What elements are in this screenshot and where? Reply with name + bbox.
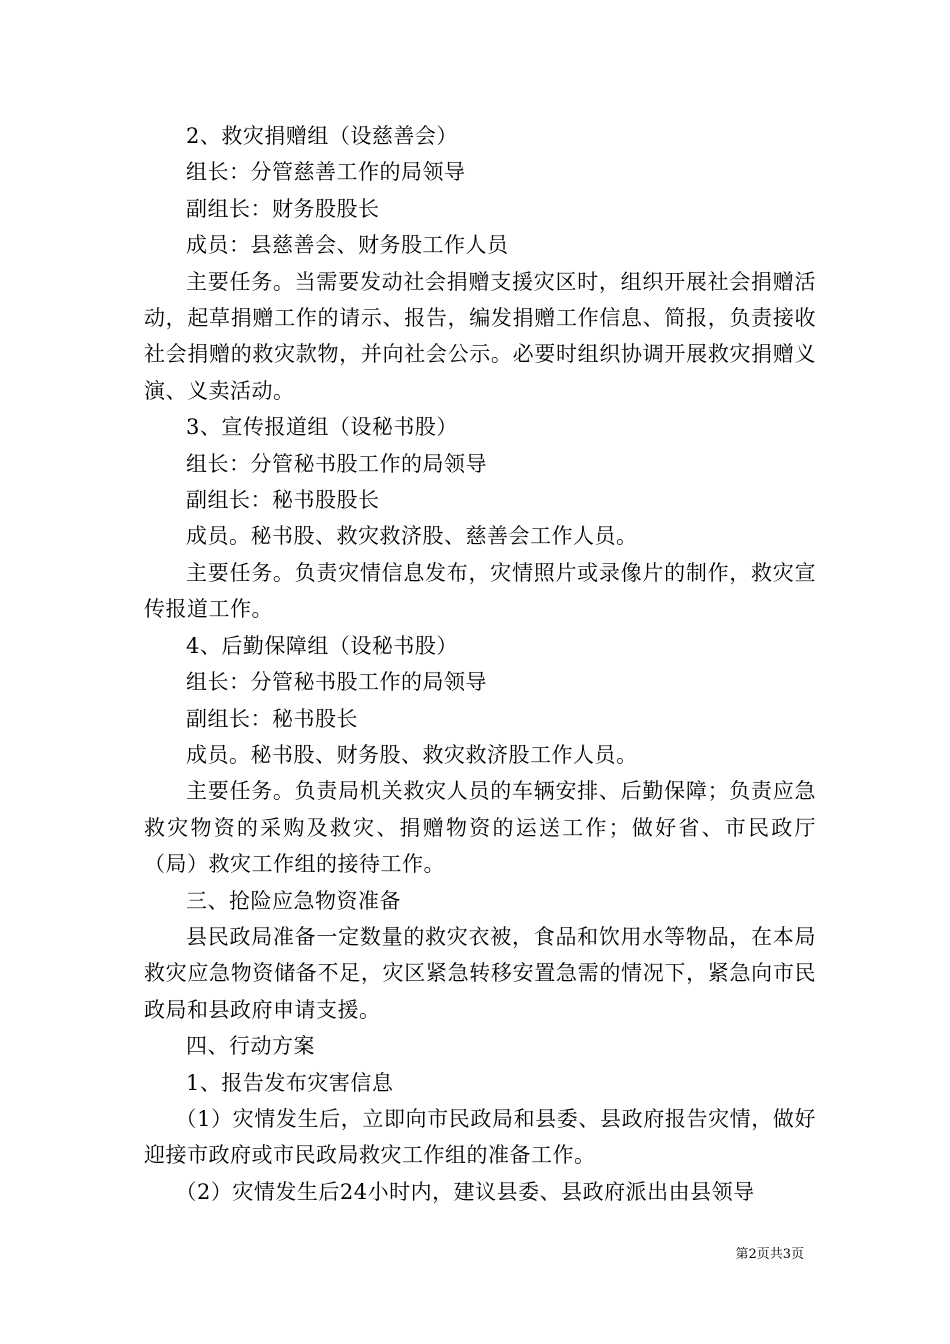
paragraph: 成员。秘书股、财务股、救灾救济股工作人员。 [186,742,638,767]
paragraph: （1）灾情发生后，立即向市民政局和县委、县政府报告灾情，做好迎接市政府或市民政局救灾工作组的准备工作。 [144,1106,816,1168]
section-heading-donation-group: 2、救灾捐赠组（设慈善会） [186,124,458,148]
section-heading-logistics-group: 4、后勤保障组（设秘书股） [186,633,458,658]
section-heading-action-plan: 四、行动方案 [186,1034,315,1059]
paragraph: 组长：分管秘书股工作的局领导 [186,451,487,476]
paragraph: 成员。秘书股、救灾救济股、慈善会工作人员。 [186,524,638,549]
paragraph: 成员：县慈善会、财务股工作人员 [186,233,509,258]
paragraph: 主要任务。当需要发动社会捐赠支援灾区时，组织开展社会捐赠活动，起草捐赠工作的请示、报告，编发捐赠工作信息、简报，负责接收社会捐赠的救灾款物，并向社会公示。必要时组织协调开展救灾捐赠义演、义卖活动。 [144,269,816,403]
section-heading-publicity-group: 3、宣传报道组（设秘书股） [186,415,458,440]
paragraph: 副组长：秘书股股长 [186,488,380,513]
section-heading-report-info: 1、报告发布灾害信息 [186,1070,394,1095]
document-body [144,118,816,1210]
section-heading-emergency-supplies: 三、抢险应急物资准备 [186,888,401,913]
paragraph: 主要任务。负责局机关救灾人员的车辆安排、后勤保障；负责应急救灾物资的采购及救灾、捐赠物资的运送工作；做好省、市民政厅（局）救灾工作组的接待工作。 [144,779,816,877]
paragraph: （2）灾情发生后24小时内，建议县委、县政府派出由县领导 [175,1179,755,1204]
paragraph: 主要任务。负责灾情信息发布，灾情照片或录像片的制作，救灾宣传报道工作。 [144,560,816,622]
paragraph: 组长：分管秘书股工作的局领导 [186,670,487,695]
paragraph: 副组长：秘书股长 [186,706,358,731]
paragraph: 副组长：财务股股长 [186,196,380,221]
paragraph: 组长：分管慈善工作的局领导 [186,160,466,185]
paragraph: 县民政局准备一定数量的救灾衣被，食品和饮用水等物品，在本局救灾应急物资储备不足，灾区紧急转移安置急需的情况下，紧急向市民政局和县政府申请支援。 [144,924,816,1022]
page-number-footer: 第2页共3页 [735,1247,804,1262]
